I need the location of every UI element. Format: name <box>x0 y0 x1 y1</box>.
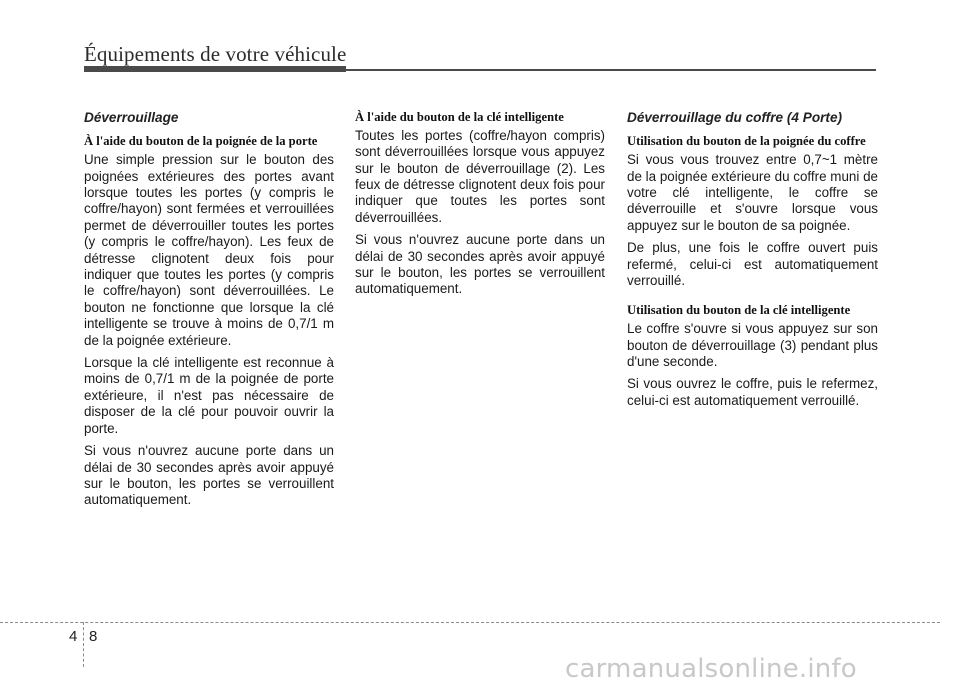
chapter-number: 4 <box>69 628 78 645</box>
watermark: carmanualsonline.info <box>565 654 857 684</box>
paragraph: De plus, une fois le coffre ouvert puis refermé, celui-ci est automatiquement verrouillé. <box>627 240 878 289</box>
paragraph: Une simple pression sur le bouton des poignées extérieures des portes avant lorsque toutes les portes (y compris le coffre/hayon) sont fermées et verrouillées permet de déverrouiller toutes les portes (y compris le coffre/hayon). Les feux de détresse clignotent deux fois pour indiquer que toutes les portes (y compris le coffre/hayon) sont déverrouillées. Le bouton ne fonctionne que lorsque la clé intelligente se trouve à moins de 0,7/1 m de la poignée extérieure. <box>84 152 334 348</box>
paragraph: Si vous ouvrez le coffre, puis le refermez, celui-ci est automatiquement verrouillé. <box>627 376 878 408</box>
column-2 <box>355 110 605 304</box>
paragraph: Le coffre s'ouvre si vous appuyez sur son bouton de déverrouillage (3) pendant plus d'une seconde. <box>627 321 878 370</box>
column-3 <box>627 110 878 415</box>
column-1 <box>84 110 334 515</box>
header-rule-thin <box>346 69 876 71</box>
paragraph: Si vous n'ouvrez aucune porte dans un délai de 30 secondes après avoir appuyé sur le bouton, les portes se verrouillent automatiquement. <box>84 443 334 508</box>
paragraph: Toutes les portes (coffre/hayon compris) sont déverrouillées lorsque vous appuyez sur le bouton de déverrouillage (2). Les feux de détresse clignotent deux fois pour indiquer que toutes les portes sont déverrouillées. <box>355 127 605 225</box>
paragraph: Si vous vous trouvez entre 0,7~1 mètre de la poignée extérieure du coffre muni de votre clé intelligente, le coffre se déverrouille et s'ouvre lorsque vous appuyez sur le bouton de sa poignée. <box>627 152 878 233</box>
page-title: Équipements de votre véhicule <box>84 42 347 66</box>
subheading-door-handle-button: À l'aide du bouton de la poignée de la porte <box>84 134 318 149</box>
footer-page-divider <box>83 622 84 667</box>
subheading-trunk-handle-button: Utilisation du bouton de la poignée du coffre <box>627 134 866 149</box>
header-rule-thick <box>84 66 346 72</box>
subheading-trunk-smart-key: Utilisation du bouton de la clé intelligente <box>627 303 851 318</box>
paragraph: Lorsque la clé intelligente est reconnue à moins de 0,7/1 m de la poignée de porte extérieure, il n'est pas nécessaire de disposer de la clé pour pouvoir ouvrir la porte. <box>84 355 334 436</box>
footer-dashed-rule <box>0 622 940 623</box>
section-heading-deverrouillage: Déverrouillage <box>84 110 179 125</box>
subheading-smart-key-button: À l'aide du bouton de la clé intelligente <box>355 110 564 124</box>
page-number: 8 <box>89 628 98 645</box>
spacer <box>627 295 878 303</box>
section-heading-trunk-unlock: Déverrouillage du coffre (4 Porte) <box>627 110 843 125</box>
paragraph: Si vous n'ouvrez aucune porte dans un délai de 30 secondes après avoir appuyé sur le bouton, les portes se verrouillent automatiquement. <box>355 232 605 297</box>
